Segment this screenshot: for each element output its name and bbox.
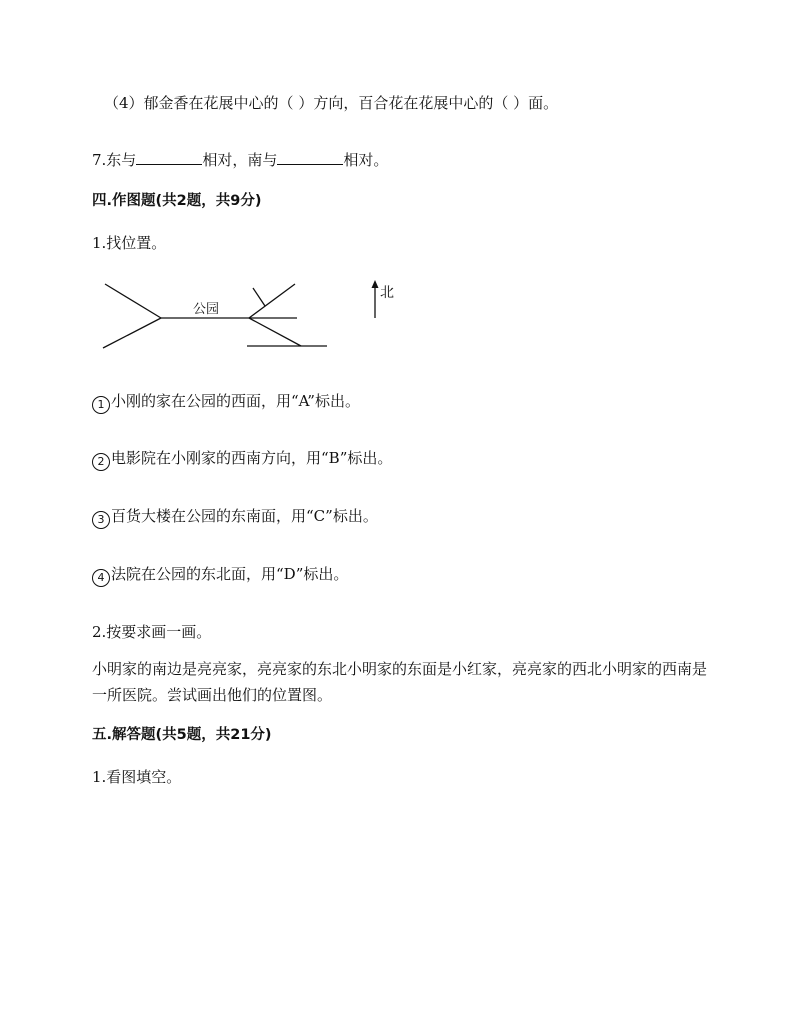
- circled-number-1: 1: [92, 396, 110, 414]
- q7-part-1: 7.东与: [92, 151, 137, 169]
- north-label: 北: [380, 285, 394, 301]
- map-road-west-upper: [105, 284, 161, 318]
- section-5-question-1: 1.看图填空。: [92, 768, 182, 786]
- park-label: 公园: [193, 302, 220, 317]
- item-4: [92, 567, 348, 587]
- park-map-diagram: [95, 276, 415, 356]
- q7-part-3: 相对。: [343, 151, 389, 169]
- item-1-text: 小刚的家在公园的西面，用“A”标出。: [111, 392, 360, 410]
- section-5-title: 五.解答题(共5题，共21分): [92, 727, 272, 743]
- task-1-title: 1.找位置。: [92, 234, 167, 252]
- section-4-title: 四.作图题(共2题，共9分): [92, 193, 262, 209]
- north-arrow-icon: [372, 280, 379, 318]
- task-2-body: 小明家的南边是亮亮家，亮亮家的东北小明家的东面是小红家，亮亮家的西北小明家的西南是一所医院。尝试画出他们的位置图。: [92, 660, 708, 704]
- q7-blank-1[interactable]: [136, 152, 202, 165]
- q7-part-2: 相对，南与: [202, 151, 278, 169]
- item-1: [92, 394, 360, 414]
- map-road-east-lower: [249, 318, 301, 346]
- circled-number-3: 3: [92, 511, 110, 529]
- item-4-text: 法院在公园的东北面，用“D”标出。: [111, 565, 349, 583]
- item-2: [92, 451, 392, 471]
- task-2-title: 2.按要求画一画。: [92, 623, 212, 641]
- item-2-text: 电影院在小刚家的西南方向，用“B”标出。: [111, 449, 393, 467]
- circled-number-4: 4: [92, 569, 110, 587]
- item-3-text: 百货大楼在公园的东南面，用“C”标出。: [111, 507, 378, 525]
- q7-blank-2[interactable]: [277, 152, 343, 165]
- map-road-west-lower: [103, 318, 161, 348]
- map-road-east-upper: [249, 284, 295, 318]
- question-7: [92, 152, 388, 168]
- circled-number-2: 2: [92, 453, 110, 471]
- item-3: [92, 509, 378, 529]
- map-road-east-spur: [253, 288, 265, 306]
- question-4-line: （4）郁金香在花展中心的（ ）方向，百合花在花展中心的（ ）面。: [104, 94, 559, 112]
